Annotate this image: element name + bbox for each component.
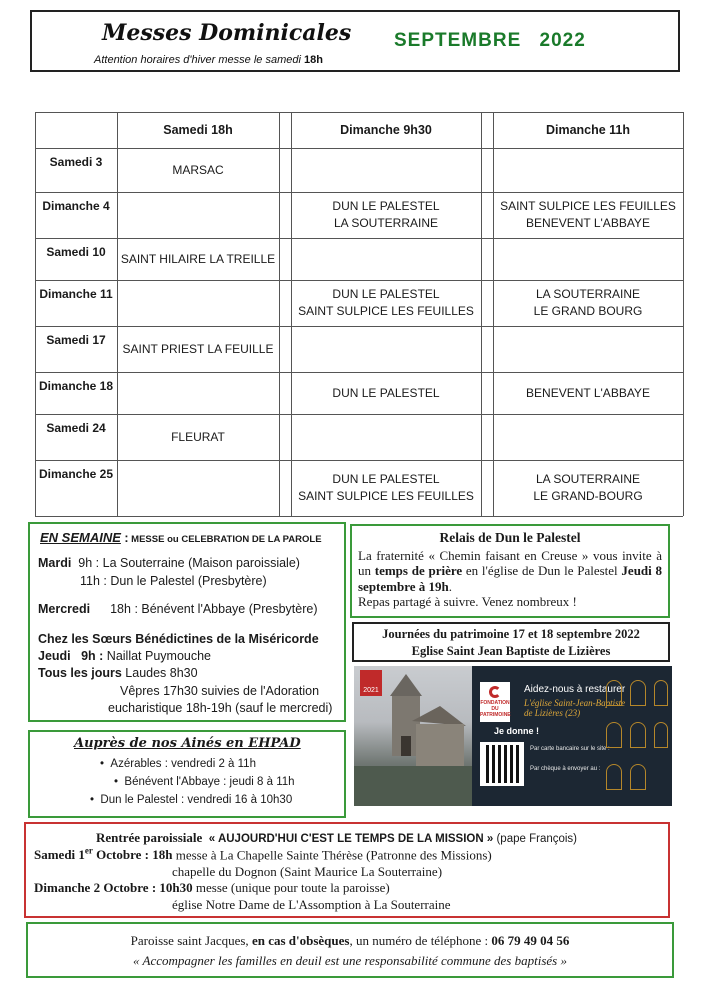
schedule-cell [291, 460, 481, 516]
schedule-cell [117, 192, 279, 238]
arch-ornament-icon [606, 680, 622, 706]
rentree-heading [96, 830, 577, 846]
arch-ornament-icon [654, 722, 668, 748]
schedule-cell [117, 238, 279, 280]
rentree-quote-author: (pape François) [493, 833, 578, 845]
row-day-label: Dimanche 11 [39, 287, 113, 301]
rentree-dimanche [34, 880, 390, 896]
rentree-dimanche-2: église Notre Dame de L'Assomption à La Souterraine [172, 897, 451, 912]
vepres-line-1: Vêpres 17h30 suivies de l'Adoration [120, 684, 320, 698]
header-box [30, 10, 680, 72]
schedule-cell [493, 460, 683, 516]
month: SEPTEMBRE [394, 30, 522, 51]
parish-name: BENEVENT L'ABBAYE [526, 216, 650, 230]
weekday-heading [40, 530, 322, 545]
row-day-label: Dimanche 4 [42, 199, 110, 213]
fondation-logo-mark [489, 686, 501, 698]
schedule-cell [117, 280, 279, 326]
parish-name: SAINT SULPICE LES FEUILLES [298, 304, 474, 318]
parish-name: FLEURAT [171, 429, 225, 444]
arch-ornament-icon [630, 764, 646, 790]
mardi-line-1 [38, 556, 300, 570]
samedi-sup: er [84, 846, 93, 856]
row-day-label: Dimanche 25 [38, 467, 114, 481]
mercredi-text: 18h : Bénévent l'Abbaye (Presbytère) [110, 602, 318, 616]
ehpad-item-3: • Dun le Palestel : vendredi 16 à 10h30 [90, 794, 293, 806]
parish-name: DUN LE PALESTEL [332, 287, 440, 301]
relais-p1: La fraternité « Chemin faisant en Creuse » vous invite à un [358, 547, 662, 578]
dimanche-label: Dimanche 2 Octobre [34, 880, 149, 895]
row-day-label: Samedi 10 [46, 245, 106, 259]
jeudi-line [38, 649, 211, 663]
poster-subline-1: L'église Saint-Jean-Baptiste [524, 698, 626, 708]
relais-p3: . [448, 578, 453, 594]
funeral-line-1 [28, 931, 672, 951]
samedi-text: messe à La Chapelle Sainte Thérèse (Patronne des Missions) [172, 847, 492, 863]
funeral-text-a: Paroisse saint Jacques, [130, 933, 252, 948]
poster-headline: Aidez-nous à restaurer [524, 684, 626, 695]
fondation-label-2: DU PATRIMOINE [480, 706, 511, 718]
schedule-cell [493, 372, 683, 414]
schedule-cell [291, 372, 481, 414]
parish-name: BENEVENT L'ABBAYE [526, 385, 650, 400]
ehpad-item-2-text: Bénévent l'Abbaye : jeudi 8 à 11h [124, 776, 295, 788]
row-day-label: Samedi 24 [46, 421, 106, 435]
funeral-text-b: en cas d'obsèques [251, 933, 350, 948]
month-year [394, 30, 586, 52]
parish-name: SAINT SULPICE LES FEUILLES [298, 489, 474, 503]
schedule-cell [291, 238, 481, 280]
patrimoine-box [352, 622, 670, 662]
mass-schedule-table [35, 112, 683, 516]
table-vline [481, 112, 482, 516]
parish-name: LA SOUTERRAINE [535, 287, 641, 301]
page-title: Messes Dominicales [102, 20, 352, 46]
samedi-label-2: Octobre [92, 847, 142, 863]
tous-label: Tous les jours [38, 666, 122, 680]
heritage-badge-year: 2021 [363, 687, 379, 694]
arch-ornament-icon [630, 680, 646, 706]
rentree-box [24, 822, 670, 918]
mardi-label: Mardi [38, 556, 72, 570]
schedule-cell [493, 192, 683, 238]
relais-box [350, 524, 670, 618]
parish-name: MARSAC [172, 162, 224, 177]
parish-name: SAINT HILAIRE LA TREILLE [120, 251, 276, 266]
weekday-masses-box [28, 522, 346, 722]
tous-text: Laudes 8h30 [121, 666, 198, 680]
patrimoine-line-1: Journées du patrimoine 17 et 18 septembre 2022 [382, 627, 640, 641]
relais-p2-bold: Jeudi 8 septembre à 19h [358, 563, 663, 594]
funeral-phone: 06 79 49 04 56 [491, 933, 570, 948]
subtitle-time: 18h [303, 54, 323, 66]
jeudi-text: Naillat Puymouche [103, 649, 212, 663]
patrimoine-line-2: Eglise Saint Jean Baptiste de Lizières [411, 644, 611, 658]
parish-name: LA SOUTERRAINE [535, 472, 641, 486]
table-vline [279, 112, 280, 516]
poster-carte: Par carte bancaire sur le site : [530, 746, 610, 752]
schedule-cell [117, 326, 279, 372]
funeral-quote: « Accompagner les familles en deuil est une responsabilité commune des baptisés » [133, 953, 567, 968]
ehpad-box [28, 730, 346, 818]
samedi-label: Samedi 1 [34, 847, 85, 863]
parish-name: LA SOUTERRAINE [333, 216, 439, 230]
parish-name: DUN LE PALESTEL [332, 199, 440, 213]
year: 2022 [539, 30, 586, 51]
tous-line [38, 666, 198, 680]
ehpad-item-1-text: Azérables : vendredi 2 à 11h [110, 758, 256, 770]
schedule-cell [493, 280, 683, 326]
mercredi-label: Mercredi [38, 602, 91, 616]
arch-ornament-icon [630, 722, 646, 748]
rentree-title: Rentrée paroissiale [96, 830, 203, 845]
schedule-cell [291, 326, 481, 372]
fondation-label: FONDATION [480, 700, 510, 706]
dimanche-text: messe (unique pour toute la paroisse) [192, 880, 390, 895]
parish-name: DUN LE PALESTEL [332, 385, 440, 400]
schedule-cell [117, 460, 279, 516]
parish-name: LE GRAND BOURG [533, 304, 643, 318]
fondation-logo [480, 682, 510, 722]
poster-subline-2: de Lizières (23) [524, 708, 581, 718]
ehpad-item-3-text: Dun le Palestel : vendredi 16 à 10h30 [100, 794, 293, 806]
relais-p2: en l'église de Dun le Palestel [462, 563, 622, 578]
rentree-quote: « AUJOURD'HUI C'EST LE TEMPS DE LA MISSION » [208, 833, 494, 845]
subtitle-text: Attention horaires d'hiver messe le samedi [94, 54, 301, 66]
schedule-cell [493, 326, 683, 372]
ehpad-title: Auprès de nos Ainés en EHPAD [74, 736, 301, 751]
jeudi-time: 9h : [81, 649, 104, 663]
relais-p1-bold: temps de prière [374, 563, 463, 578]
schedule-cell [493, 148, 683, 192]
column-header: Dimanche 9h30 [340, 122, 432, 137]
column-header: Samedi 18h [163, 122, 233, 137]
schedule-cell [291, 192, 481, 238]
dimanche-time: : 10h30 [148, 880, 193, 895]
table-hline [35, 516, 683, 517]
rentree-samedi-2: chapelle du Dognon (Saint Maurice La Souterraine) [172, 864, 443, 879]
row-day-label: Dimanche 18 [38, 379, 114, 393]
weekday-title-suffix: MESSE ou CELEBRATION DE LA PAROLE [128, 534, 322, 545]
column-header: Dimanche 11h [545, 122, 631, 137]
relais-repas: Repas partagé à suivre. Venez nombreux ! [358, 594, 577, 609]
samedi-time: : 18h [141, 847, 173, 863]
row-day-label: Samedi 17 [46, 333, 106, 347]
relais-title: Relais de Dun le Palestel [439, 530, 581, 545]
schedule-cell [117, 372, 279, 414]
soeurs-line: Chez les Sœurs Bénédictines de la Miséricorde [38, 632, 319, 646]
restoration-poster [354, 666, 672, 806]
ehpad-item-1: • Azérables : vendredi 2 à 11h [100, 758, 256, 770]
qr-code-icon [480, 742, 524, 786]
parish-name: LE GRAND-BOURG [533, 489, 643, 503]
mardi-text-1: 9h : La Souterraine (Maison paroissiale) [78, 556, 300, 570]
table-vline [683, 112, 684, 516]
parish-name: SAINT PRIEST LA FEUILLE [122, 341, 274, 356]
schedule-cell [117, 414, 279, 460]
heritage-badge [360, 670, 382, 696]
schedule-cell [291, 414, 481, 460]
mercredi-line [38, 602, 317, 616]
parish-name: SAINT SULPICE LES FEUILLES [500, 199, 676, 213]
row-day-label: Samedi 3 [49, 155, 103, 169]
poster-donne: Je donne ! [494, 726, 540, 736]
arch-ornament-icon [654, 680, 668, 706]
schedule-cell [117, 148, 279, 192]
parish-name: DUN LE PALESTEL [332, 472, 440, 486]
funeral-box [26, 922, 674, 978]
page-subtitle [94, 54, 323, 66]
relais-text [358, 548, 662, 595]
weekday-title: EN SEMAINE [40, 530, 121, 545]
mardi-line-2: 11h : Dun le Palestel (Presbytère) [80, 574, 267, 588]
arch-ornament-icon [606, 764, 622, 790]
vepres-line-2: eucharistique 18h-19h (sauf le mercredi) [108, 701, 333, 715]
schedule-cell [291, 280, 481, 326]
arch-ornament-icon [606, 722, 622, 748]
schedule-cell [493, 238, 683, 280]
poster-cheque: Par chèque à envoyer au : [530, 766, 601, 772]
weekday-colon: : [120, 531, 129, 545]
ehpad-item-2: • Bénévent l'Abbaye : jeudi 8 à 11h [114, 776, 295, 788]
schedule-cell [493, 414, 683, 460]
rentree-samedi [34, 846, 492, 863]
schedule-cell [291, 148, 481, 192]
funeral-text-c: , un numéro de téléphone : [349, 933, 492, 948]
jeudi-label: Jeudi [38, 649, 71, 663]
